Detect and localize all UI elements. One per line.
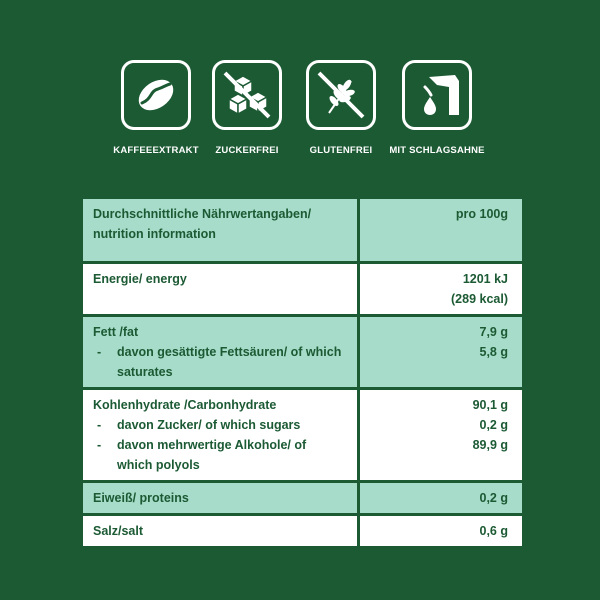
salt-value: 0,6 g <box>359 515 524 548</box>
fat-label: Fett /fat - davon gesättigte Fettsäuren/ of which saturates <box>82 316 359 389</box>
badge-mit-schlagsahne <box>382 60 492 156</box>
protein-value: 0,2 g <box>359 482 524 515</box>
cream-jug-icon <box>402 60 472 130</box>
badge-caption: ZUCKERFREI <box>215 145 279 156</box>
badge-glutenfrei <box>286 60 396 156</box>
carbs-label: Kohlenhydrate /Carbonhydrate - davon Zucker/ of which sugars - davon mehrwertige Alkohole/ of which polyols <box>82 389 359 482</box>
coffee-bean-icon <box>121 60 191 130</box>
badge-caption: MIT SCHLAGSAHNE <box>389 145 485 156</box>
nutrition-table <box>80 196 525 549</box>
energy-value: 1201 kJ (289 kcal) <box>359 263 524 316</box>
table-row-carbs <box>82 389 524 482</box>
protein-label: Eiweiß/ proteins <box>82 482 359 515</box>
sugar-cubes-crossed-icon <box>212 60 282 130</box>
table-row-fat <box>82 316 524 389</box>
table-row-energy <box>82 263 524 316</box>
header-label: Durchschnittliche Nährwertangaben/ nutrition information <box>82 198 359 263</box>
energy-label: Energie/ energy <box>82 263 359 316</box>
header-value: pro 100g <box>359 198 524 263</box>
salt-label: Salz/salt <box>82 515 359 548</box>
table-row-salt <box>82 515 524 548</box>
fat-value: 7,9 g 5,8 g <box>359 316 524 389</box>
carbs-value: 90,1 g 0,2 g 89,9 g <box>359 389 524 482</box>
table-row-protein <box>82 482 524 515</box>
wheat-crossed-icon <box>306 60 376 130</box>
table-header-row <box>82 198 524 263</box>
badge-caption: KAFFEEEXTRAKT <box>113 145 199 156</box>
badge-caption: GLUTENFREI <box>309 145 373 156</box>
